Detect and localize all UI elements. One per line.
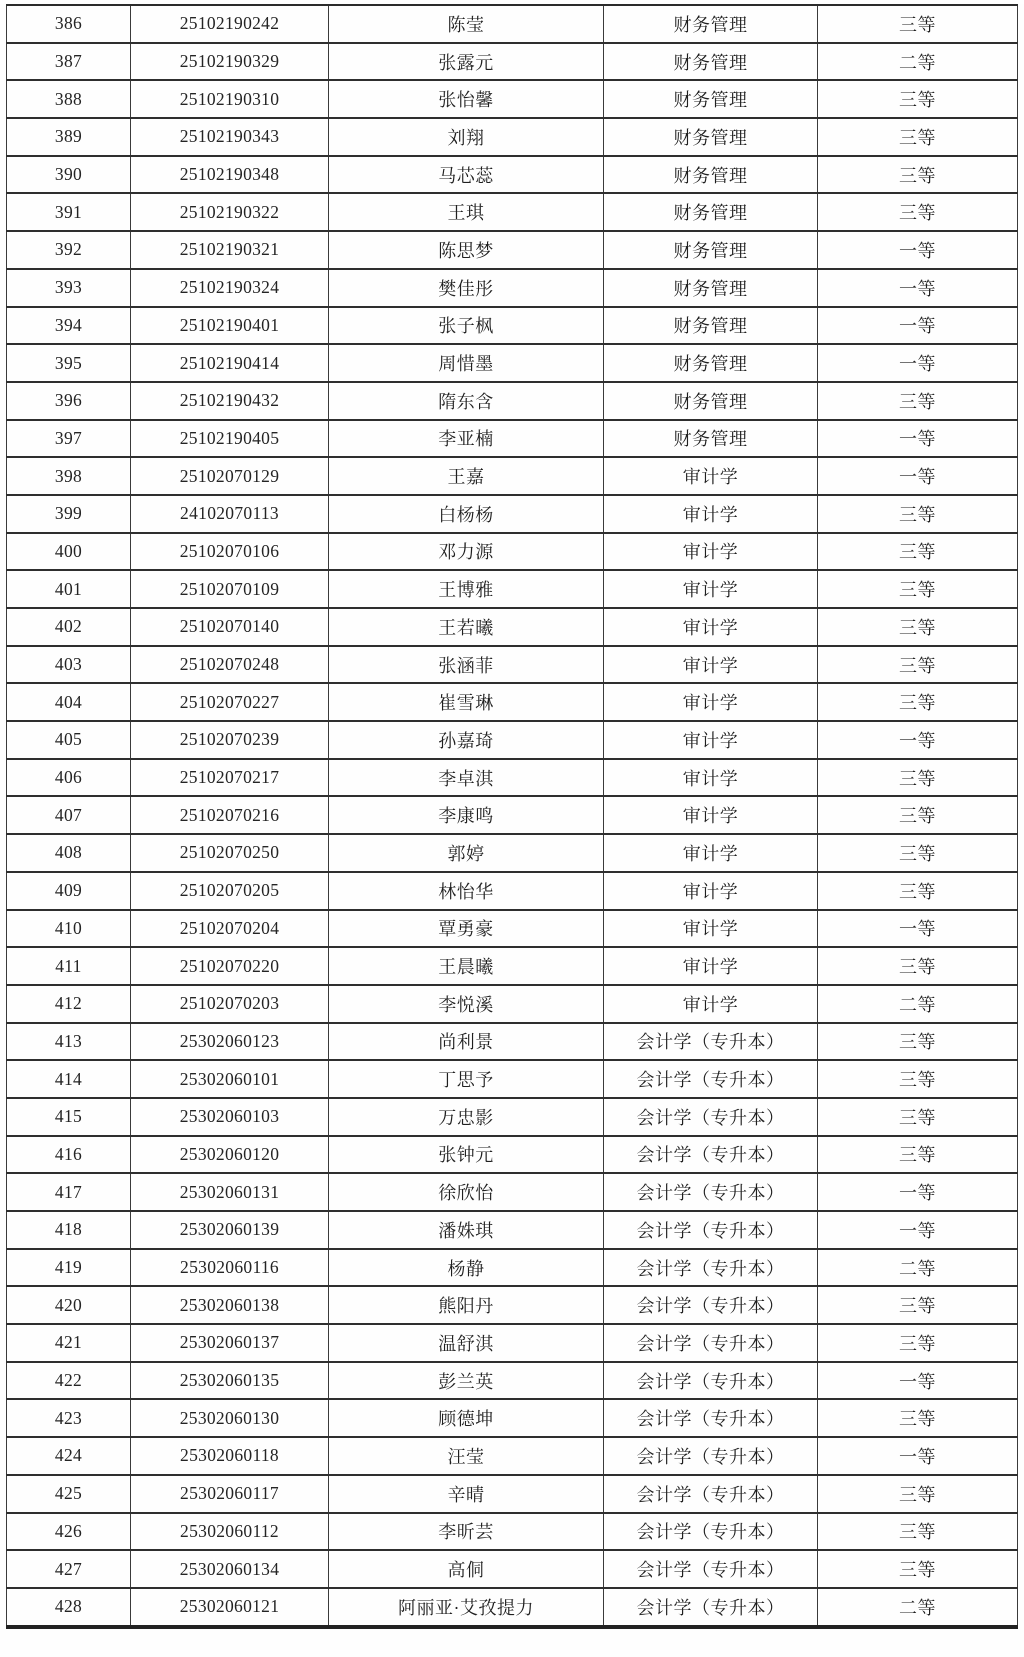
award-cell: 一等 bbox=[818, 344, 1018, 382]
row-number-cell: 410 bbox=[7, 910, 131, 948]
major-cell: 会计学（专升本） bbox=[604, 1286, 818, 1324]
award-cell: 一等 bbox=[818, 420, 1018, 458]
row-number-cell: 399 bbox=[7, 495, 131, 533]
name-cell: 尚利景 bbox=[329, 1023, 604, 1061]
major-cell: 审计学 bbox=[604, 985, 818, 1023]
award-cell: 三等 bbox=[818, 193, 1018, 231]
name-cell: 辛晴 bbox=[329, 1475, 604, 1513]
award-cell: 一等 bbox=[818, 269, 1018, 307]
table-row bbox=[7, 872, 1018, 910]
table-row bbox=[7, 1513, 1018, 1551]
row-number-cell: 396 bbox=[7, 382, 131, 420]
scholarship-table-body bbox=[7, 5, 1018, 1627]
row-number-cell: 386 bbox=[7, 5, 131, 43]
table-row bbox=[7, 5, 1018, 43]
name-cell: 张钟元 bbox=[329, 1136, 604, 1174]
name-cell: 邓力源 bbox=[329, 533, 604, 571]
major-cell: 会计学（专升本） bbox=[604, 1249, 818, 1287]
table-row bbox=[7, 1550, 1018, 1588]
award-cell: 一等 bbox=[818, 721, 1018, 759]
table-row bbox=[7, 1211, 1018, 1249]
table-row bbox=[7, 910, 1018, 948]
major-cell: 审计学 bbox=[604, 457, 818, 495]
award-cell: 一等 bbox=[818, 307, 1018, 345]
student-id-cell: 25102070129 bbox=[131, 457, 329, 495]
major-cell: 财务管理 bbox=[604, 193, 818, 231]
major-cell: 财务管理 bbox=[604, 344, 818, 382]
student-id-cell: 25302060112 bbox=[131, 1513, 329, 1551]
major-cell: 财务管理 bbox=[604, 43, 818, 81]
table-row bbox=[7, 1023, 1018, 1061]
award-cell: 三等 bbox=[818, 796, 1018, 834]
table-row bbox=[7, 1475, 1018, 1513]
student-id-cell: 25102070250 bbox=[131, 834, 329, 872]
major-cell: 审计学 bbox=[604, 533, 818, 571]
table-row bbox=[7, 721, 1018, 759]
name-cell: 高侗 bbox=[329, 1550, 604, 1588]
table-row bbox=[7, 1437, 1018, 1475]
major-cell: 会计学（专升本） bbox=[604, 1588, 818, 1627]
award-cell: 三等 bbox=[818, 1136, 1018, 1174]
row-number-cell: 394 bbox=[7, 307, 131, 345]
award-cell: 二等 bbox=[818, 43, 1018, 81]
name-cell: 王博雅 bbox=[329, 570, 604, 608]
row-number-cell: 391 bbox=[7, 193, 131, 231]
student-id-cell: 25102190324 bbox=[131, 269, 329, 307]
student-id-cell: 25302060130 bbox=[131, 1399, 329, 1437]
row-number-cell: 422 bbox=[7, 1362, 131, 1400]
major-cell: 会计学（专升本） bbox=[604, 1023, 818, 1061]
student-id-cell: 25102190348 bbox=[131, 156, 329, 194]
row-number-cell: 393 bbox=[7, 269, 131, 307]
student-id-cell: 25102070203 bbox=[131, 985, 329, 1023]
row-number-cell: 423 bbox=[7, 1399, 131, 1437]
award-cell: 二等 bbox=[818, 985, 1018, 1023]
table-row bbox=[7, 307, 1018, 345]
name-cell: 汪莹 bbox=[329, 1437, 604, 1475]
table-row bbox=[7, 43, 1018, 81]
student-id-cell: 25302060121 bbox=[131, 1588, 329, 1627]
name-cell: 陈莹 bbox=[329, 5, 604, 43]
name-cell: 彭兰英 bbox=[329, 1362, 604, 1400]
award-cell: 三等 bbox=[818, 1475, 1018, 1513]
table-row bbox=[7, 1399, 1018, 1437]
major-cell: 审计学 bbox=[604, 872, 818, 910]
name-cell: 王若曦 bbox=[329, 608, 604, 646]
row-number-cell: 392 bbox=[7, 231, 131, 269]
major-cell: 会计学（专升本） bbox=[604, 1324, 818, 1362]
major-cell: 财务管理 bbox=[604, 5, 818, 43]
table-row bbox=[7, 533, 1018, 571]
student-id-cell: 25102190405 bbox=[131, 420, 329, 458]
student-id-cell: 24102070113 bbox=[131, 495, 329, 533]
major-cell: 审计学 bbox=[604, 646, 818, 684]
award-cell: 三等 bbox=[818, 5, 1018, 43]
row-number-cell: 405 bbox=[7, 721, 131, 759]
name-cell: 熊阳丹 bbox=[329, 1286, 604, 1324]
student-id-cell: 25102070140 bbox=[131, 608, 329, 646]
name-cell: 郭婷 bbox=[329, 834, 604, 872]
name-cell: 顾德坤 bbox=[329, 1399, 604, 1437]
row-number-cell: 401 bbox=[7, 570, 131, 608]
row-number-cell: 400 bbox=[7, 533, 131, 571]
award-cell: 三等 bbox=[818, 1286, 1018, 1324]
student-id-cell: 25302060134 bbox=[131, 1550, 329, 1588]
student-id-cell: 25302060116 bbox=[131, 1249, 329, 1287]
major-cell: 审计学 bbox=[604, 910, 818, 948]
row-number-cell: 427 bbox=[7, 1550, 131, 1588]
row-number-cell: 417 bbox=[7, 1173, 131, 1211]
student-id-cell: 25102070239 bbox=[131, 721, 329, 759]
award-cell: 三等 bbox=[818, 118, 1018, 156]
award-cell: 三等 bbox=[818, 646, 1018, 684]
award-cell: 三等 bbox=[818, 570, 1018, 608]
major-cell: 会计学（专升本） bbox=[604, 1513, 818, 1551]
major-cell: 财务管理 bbox=[604, 80, 818, 118]
row-number-cell: 387 bbox=[7, 43, 131, 81]
award-cell: 三等 bbox=[818, 1399, 1018, 1437]
award-cell: 三等 bbox=[818, 495, 1018, 533]
table-row bbox=[7, 193, 1018, 231]
table-row bbox=[7, 1286, 1018, 1324]
row-number-cell: 402 bbox=[7, 608, 131, 646]
student-id-cell: 25102190401 bbox=[131, 307, 329, 345]
row-number-cell: 389 bbox=[7, 118, 131, 156]
name-cell: 隋东含 bbox=[329, 382, 604, 420]
award-cell: 一等 bbox=[818, 910, 1018, 948]
name-cell: 徐欣怡 bbox=[329, 1173, 604, 1211]
major-cell: 财务管理 bbox=[604, 118, 818, 156]
name-cell: 覃勇豪 bbox=[329, 910, 604, 948]
award-cell: 三等 bbox=[818, 1513, 1018, 1551]
award-cell: 三等 bbox=[818, 872, 1018, 910]
name-cell: 李康鸣 bbox=[329, 796, 604, 834]
name-cell: 李卓淇 bbox=[329, 759, 604, 797]
row-number-cell: 428 bbox=[7, 1588, 131, 1627]
award-cell: 三等 bbox=[818, 1098, 1018, 1136]
major-cell: 会计学（专升本） bbox=[604, 1475, 818, 1513]
name-cell: 孙嘉琦 bbox=[329, 721, 604, 759]
major-cell: 审计学 bbox=[604, 796, 818, 834]
row-number-cell: 420 bbox=[7, 1286, 131, 1324]
row-number-cell: 406 bbox=[7, 759, 131, 797]
major-cell: 审计学 bbox=[604, 495, 818, 533]
award-cell: 一等 bbox=[818, 1211, 1018, 1249]
major-cell: 会计学（专升本） bbox=[604, 1173, 818, 1211]
student-id-cell: 25102070106 bbox=[131, 533, 329, 571]
award-cell: 一等 bbox=[818, 1437, 1018, 1475]
name-cell: 丁思予 bbox=[329, 1060, 604, 1098]
major-cell: 审计学 bbox=[604, 608, 818, 646]
name-cell: 张露元 bbox=[329, 43, 604, 81]
major-cell: 审计学 bbox=[604, 570, 818, 608]
row-number-cell: 415 bbox=[7, 1098, 131, 1136]
student-id-cell: 25102190321 bbox=[131, 231, 329, 269]
award-cell: 一等 bbox=[818, 1362, 1018, 1400]
row-number-cell: 425 bbox=[7, 1475, 131, 1513]
row-number-cell: 421 bbox=[7, 1324, 131, 1362]
table-row bbox=[7, 947, 1018, 985]
table-row bbox=[7, 1324, 1018, 1362]
student-id-cell: 25102190432 bbox=[131, 382, 329, 420]
row-number-cell: 414 bbox=[7, 1060, 131, 1098]
name-cell: 杨静 bbox=[329, 1249, 604, 1287]
award-cell: 二等 bbox=[818, 1249, 1018, 1287]
major-cell: 审计学 bbox=[604, 759, 818, 797]
name-cell: 周惜墨 bbox=[329, 344, 604, 382]
table-row bbox=[7, 344, 1018, 382]
table-row bbox=[7, 1136, 1018, 1174]
table-row bbox=[7, 570, 1018, 608]
name-cell: 张涵菲 bbox=[329, 646, 604, 684]
award-cell: 三等 bbox=[818, 759, 1018, 797]
award-cell: 三等 bbox=[818, 608, 1018, 646]
name-cell: 林怡华 bbox=[329, 872, 604, 910]
row-number-cell: 411 bbox=[7, 947, 131, 985]
table-row bbox=[7, 457, 1018, 495]
name-cell: 王琪 bbox=[329, 193, 604, 231]
major-cell: 审计学 bbox=[604, 834, 818, 872]
table-row bbox=[7, 683, 1018, 721]
document-page bbox=[0, 4, 1024, 1657]
name-cell: 张怡馨 bbox=[329, 80, 604, 118]
award-cell: 三等 bbox=[818, 382, 1018, 420]
award-cell: 三等 bbox=[818, 1324, 1018, 1362]
student-id-cell: 25102070204 bbox=[131, 910, 329, 948]
name-cell: 万忠影 bbox=[329, 1098, 604, 1136]
table-row bbox=[7, 1249, 1018, 1287]
table-row bbox=[7, 1060, 1018, 1098]
student-id-cell: 25102190343 bbox=[131, 118, 329, 156]
row-number-cell: 419 bbox=[7, 1249, 131, 1287]
student-id-cell: 25102070205 bbox=[131, 872, 329, 910]
major-cell: 审计学 bbox=[604, 947, 818, 985]
table-row bbox=[7, 1588, 1018, 1627]
name-cell: 李悦溪 bbox=[329, 985, 604, 1023]
table-row bbox=[7, 269, 1018, 307]
award-cell: 一等 bbox=[818, 1173, 1018, 1211]
student-id-cell: 25102070220 bbox=[131, 947, 329, 985]
award-cell: 三等 bbox=[818, 1060, 1018, 1098]
row-number-cell: 416 bbox=[7, 1136, 131, 1174]
row-number-cell: 403 bbox=[7, 646, 131, 684]
table-row bbox=[7, 646, 1018, 684]
row-number-cell: 398 bbox=[7, 457, 131, 495]
student-id-cell: 25302060131 bbox=[131, 1173, 329, 1211]
row-number-cell: 404 bbox=[7, 683, 131, 721]
student-id-cell: 25102070217 bbox=[131, 759, 329, 797]
name-cell: 阿丽亚·艾孜提力 bbox=[329, 1588, 604, 1627]
major-cell: 财务管理 bbox=[604, 420, 818, 458]
table-row bbox=[7, 156, 1018, 194]
row-number-cell: 426 bbox=[7, 1513, 131, 1551]
table-row bbox=[7, 608, 1018, 646]
student-id-cell: 25302060103 bbox=[131, 1098, 329, 1136]
name-cell: 崔雪琳 bbox=[329, 683, 604, 721]
student-id-cell: 25102070216 bbox=[131, 796, 329, 834]
award-cell: 三等 bbox=[818, 1550, 1018, 1588]
row-number-cell: 395 bbox=[7, 344, 131, 382]
major-cell: 财务管理 bbox=[604, 382, 818, 420]
student-id-cell: 25302060118 bbox=[131, 1437, 329, 1475]
row-number-cell: 407 bbox=[7, 796, 131, 834]
major-cell: 会计学（专升本） bbox=[604, 1060, 818, 1098]
award-cell: 三等 bbox=[818, 947, 1018, 985]
name-cell: 陈思梦 bbox=[329, 231, 604, 269]
award-cell: 三等 bbox=[818, 683, 1018, 721]
major-cell: 财务管理 bbox=[604, 269, 818, 307]
row-number-cell: 424 bbox=[7, 1437, 131, 1475]
student-id-cell: 25102190322 bbox=[131, 193, 329, 231]
table-row bbox=[7, 118, 1018, 156]
table-row bbox=[7, 834, 1018, 872]
table-row bbox=[7, 231, 1018, 269]
award-cell: 一等 bbox=[818, 231, 1018, 269]
major-cell: 会计学（专升本） bbox=[604, 1362, 818, 1400]
scholarship-table bbox=[6, 4, 1018, 1629]
row-number-cell: 388 bbox=[7, 80, 131, 118]
student-id-cell: 25302060123 bbox=[131, 1023, 329, 1061]
student-id-cell: 25102070109 bbox=[131, 570, 329, 608]
student-id-cell: 25102190242 bbox=[131, 5, 329, 43]
table-row bbox=[7, 420, 1018, 458]
name-cell: 王晨曦 bbox=[329, 947, 604, 985]
row-number-cell: 397 bbox=[7, 420, 131, 458]
student-id-cell: 25102190329 bbox=[131, 43, 329, 81]
award-cell: 三等 bbox=[818, 156, 1018, 194]
table-row bbox=[7, 1362, 1018, 1400]
row-number-cell: 409 bbox=[7, 872, 131, 910]
student-id-cell: 25302060137 bbox=[131, 1324, 329, 1362]
student-id-cell: 25102070227 bbox=[131, 683, 329, 721]
student-id-cell: 25302060139 bbox=[131, 1211, 329, 1249]
row-number-cell: 412 bbox=[7, 985, 131, 1023]
table-row bbox=[7, 759, 1018, 797]
table-row bbox=[7, 1098, 1018, 1136]
name-cell: 张子枫 bbox=[329, 307, 604, 345]
table-row bbox=[7, 985, 1018, 1023]
student-id-cell: 25302060138 bbox=[131, 1286, 329, 1324]
award-cell: 三等 bbox=[818, 80, 1018, 118]
student-id-cell: 25102190414 bbox=[131, 344, 329, 382]
major-cell: 会计学（专升本） bbox=[604, 1399, 818, 1437]
name-cell: 樊佳彤 bbox=[329, 269, 604, 307]
major-cell: 会计学（专升本） bbox=[604, 1437, 818, 1475]
name-cell: 马芯蕊 bbox=[329, 156, 604, 194]
award-cell: 三等 bbox=[818, 834, 1018, 872]
table-row bbox=[7, 80, 1018, 118]
name-cell: 潘姝琪 bbox=[329, 1211, 604, 1249]
award-cell: 一等 bbox=[818, 457, 1018, 495]
major-cell: 会计学（专升本） bbox=[604, 1098, 818, 1136]
row-number-cell: 413 bbox=[7, 1023, 131, 1061]
major-cell: 会计学（专升本） bbox=[604, 1211, 818, 1249]
major-cell: 审计学 bbox=[604, 721, 818, 759]
table-row bbox=[7, 382, 1018, 420]
student-id-cell: 25302060135 bbox=[131, 1362, 329, 1400]
major-cell: 审计学 bbox=[604, 683, 818, 721]
row-number-cell: 390 bbox=[7, 156, 131, 194]
award-cell: 三等 bbox=[818, 1023, 1018, 1061]
award-cell: 三等 bbox=[818, 533, 1018, 571]
major-cell: 财务管理 bbox=[604, 231, 818, 269]
table-row bbox=[7, 495, 1018, 533]
row-number-cell: 418 bbox=[7, 1211, 131, 1249]
student-id-cell: 25102070248 bbox=[131, 646, 329, 684]
name-cell: 刘翔 bbox=[329, 118, 604, 156]
name-cell: 李昕芸 bbox=[329, 1513, 604, 1551]
name-cell: 白杨杨 bbox=[329, 495, 604, 533]
student-id-cell: 25302060117 bbox=[131, 1475, 329, 1513]
major-cell: 财务管理 bbox=[604, 307, 818, 345]
student-id-cell: 25102190310 bbox=[131, 80, 329, 118]
name-cell: 温舒淇 bbox=[329, 1324, 604, 1362]
row-number-cell: 408 bbox=[7, 834, 131, 872]
major-cell: 会计学（专升本） bbox=[604, 1136, 818, 1174]
name-cell: 李亚楠 bbox=[329, 420, 604, 458]
major-cell: 财务管理 bbox=[604, 156, 818, 194]
name-cell: 王嘉 bbox=[329, 457, 604, 495]
student-id-cell: 25302060101 bbox=[131, 1060, 329, 1098]
award-cell: 二等 bbox=[818, 1588, 1018, 1627]
student-id-cell: 25302060120 bbox=[131, 1136, 329, 1174]
table-row bbox=[7, 1173, 1018, 1211]
table-row bbox=[7, 796, 1018, 834]
major-cell: 会计学（专升本） bbox=[604, 1550, 818, 1588]
